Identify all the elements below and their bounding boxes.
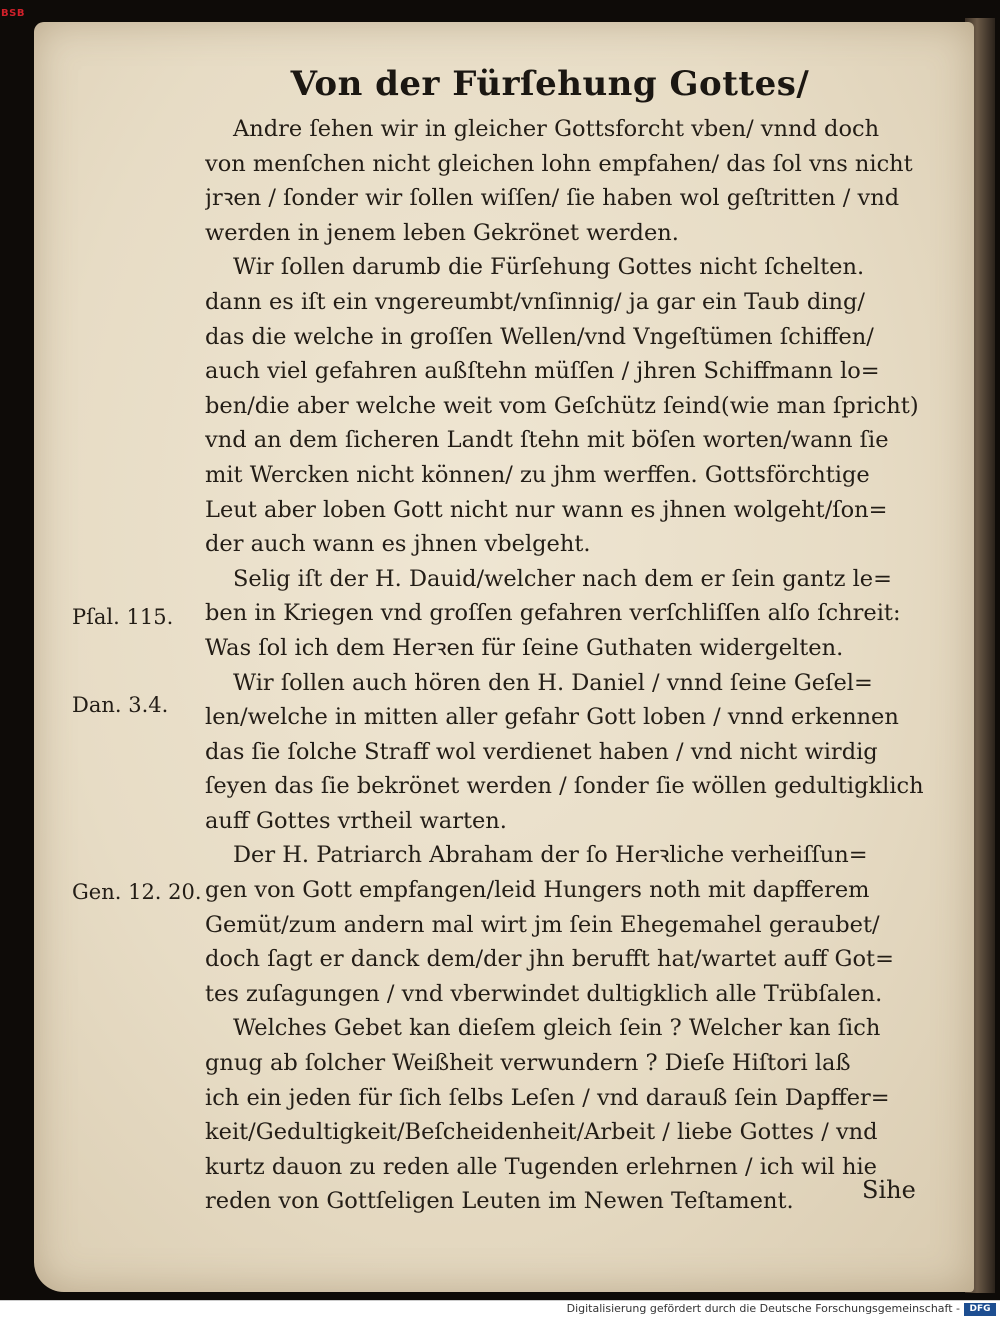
margin-note-genesis: Gen. 12. 20. bbox=[72, 880, 202, 904]
text-line: von menſchen nicht gleichen lohn empfahen/ das ſol vns nicht bbox=[205, 150, 913, 177]
text-line: Wir ſollen darumb die Fürſehung Gottes nicht ſchelten. bbox=[233, 254, 865, 281]
footer-bar bbox=[0, 1300, 1000, 1318]
text-line: dann es iſt ein vngereumbt/vnſinnig/ ja gar ein Taub ding/ bbox=[205, 288, 865, 315]
text-line: Wir ſollen auch hören den H. Daniel / vnnd ſeine Geſel= bbox=[233, 669, 873, 696]
text-line: Was ſol ich dem Herꝛen für ſeine Guthaten widergelten. bbox=[205, 634, 844, 661]
text-line: jrꝛen / ſonder wir ſollen wiſſen/ ſie haben wol geſtritten / vnd bbox=[205, 185, 900, 212]
text-line: vnd an dem ſicheren Landt ſtehn mit böſen worten/wann ſie bbox=[205, 427, 889, 454]
text-line: ich ein jeden für ſich ſelbs Leſen / vnd darauß ſein Dapffer= bbox=[205, 1084, 890, 1111]
text-line: Gemüt/zum andern mal wirt jm ſein Ehegemahel geraubet/ bbox=[205, 911, 880, 938]
text-line: Welches Gebet kan dieſem gleich ſein ? Welcher kan ſich bbox=[233, 1015, 881, 1042]
dfg-logo[interactable]: DFG bbox=[964, 1303, 996, 1316]
text-line: doch ſagt er danck dem/der jhn berufft hat/wartet auff Got= bbox=[205, 946, 894, 973]
text-line: gen von Gott empfangen/leid Hungers noth mit dapfferem bbox=[205, 877, 870, 904]
text-line: das die welche in groſſen Wellen/vnd Vngeſtümen ſchiffen/ bbox=[205, 323, 874, 350]
text-line: mit Wercken nicht können/ zu jhm werffen. Gottsförchtige bbox=[205, 461, 870, 488]
text-line: auch viel gefahren außſtehn müſſen / jhren Schiffmann lo= bbox=[205, 358, 880, 385]
text-line: ben/die aber welche weit vom Geſchütz ſeind(wie man ſpricht) bbox=[205, 392, 919, 419]
text-line: werden in jenem leben Gekrönet werden. bbox=[205, 219, 679, 246]
text-line: Leut aber loben Gott nicht nur wann es jhnen wolgeht/ſon= bbox=[205, 496, 888, 523]
margin-note-psalm: Pſal. 115. bbox=[72, 605, 174, 629]
text-line: auff Gottes vrtheil warten. bbox=[205, 807, 507, 834]
body-text bbox=[205, 112, 940, 1219]
text-line: Selig iſt der H. Dauid/welcher nach dem er ſein gantz le= bbox=[233, 565, 892, 592]
text-line: keit/Gedultigkeit/Beſcheidenheit/Arbeit / liebe Gottes / vnd bbox=[205, 1119, 878, 1146]
margin-note-daniel: Dan. 3.4. bbox=[72, 693, 169, 717]
page-header-title: Von der Fürſehung Gottes/ bbox=[290, 64, 810, 104]
text-line: kurtz dauon zu reden alle Tugenden erlehrnen / ich wil hie bbox=[205, 1153, 877, 1180]
text-line: tes zuſagungen / vnd vberwindet dultigklich alle Trübſalen. bbox=[205, 980, 883, 1007]
text-line: das ſie ſolche Straff wol verdienet haben / vnd nicht wirdig bbox=[205, 738, 878, 765]
bsb-badge: BSB bbox=[1, 8, 25, 19]
text-line: reden von Gottſeligen Leuten im Newen Teſtament. bbox=[205, 1188, 794, 1215]
text-line: len/welche in mitten aller gefahr Gott loben / vnnd erkennen bbox=[205, 704, 899, 731]
text-line: Der H. Patriarch Abraham der ſo Herꝛliche verheiſſun= bbox=[233, 842, 868, 869]
text-line: ben in Kriegen vnd groſſen gefahren verſchliſſen alſo ſchreit: bbox=[205, 600, 901, 627]
text-line: der auch wann es jhnen vbelgeht. bbox=[205, 531, 591, 558]
text-line: gnug ab ſolcher Weißheit verwundern ? Dieſe Hiſtori laß bbox=[205, 1050, 851, 1077]
text-line: ſeyen das ſie bekrönet werden / ſonder ſie wöllen gedultigklich bbox=[205, 773, 924, 800]
footer-credit: Digitalisierung gefördert durch die Deutsche Forschungsgemeinschaft - bbox=[566, 1302, 960, 1315]
catchword: Sihe bbox=[862, 1176, 916, 1204]
text-line: Andre ſehen wir in gleicher Gottsforcht vben/ vnnd doch bbox=[233, 116, 880, 142]
